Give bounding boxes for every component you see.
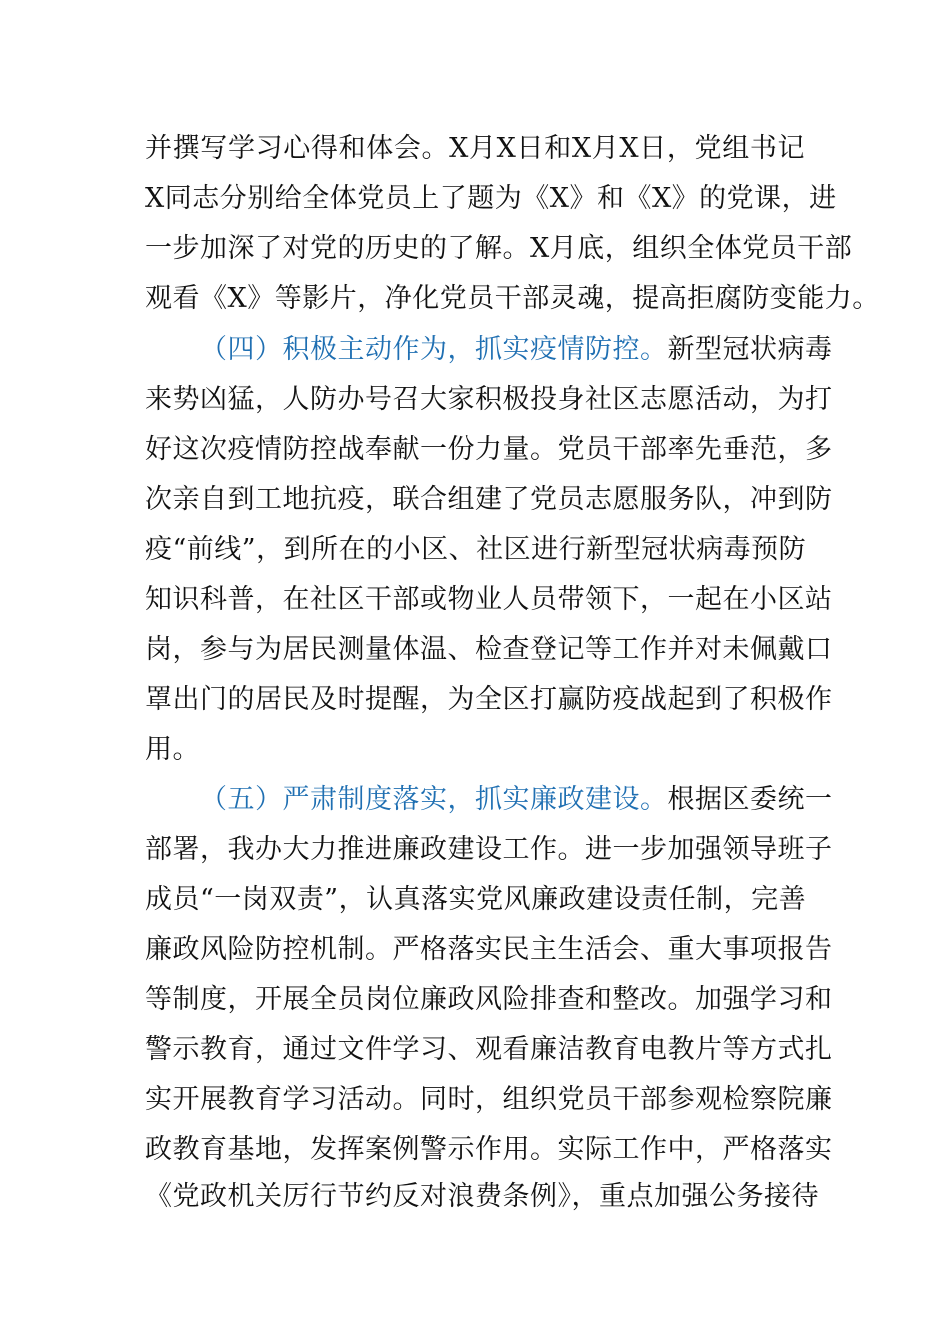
body-text-line: 实开展教育学习活动。同时，组织党员干部参观检察院廉 xyxy=(145,1084,833,1115)
body-text-fragment: 根据区委统一 xyxy=(667,784,833,815)
body-text-line: 廉政风险防控机制。严格落实民主生活会、重大事项报告 xyxy=(145,934,833,965)
body-text-line: 一步加深了对党的历史的了解。X月底，组织全体党员干部 xyxy=(145,233,853,264)
body-text-line: 次亲自到工地抗疫，联合组建了党员志愿服务队，冲到防 xyxy=(145,484,833,515)
section-five-first-line xyxy=(200,775,833,825)
body-text-line: 用。 xyxy=(145,734,200,765)
body-text-line: 成员“一岗双责”，认真落实党风廉政建设责任制，完善 xyxy=(145,884,807,915)
body-text-line: 部署，我办大力推进廉政建设工作。进一步加强领导班子 xyxy=(145,834,833,865)
body-text-line: 并撰写学习心得和体会。X月X日和X月X日，党组书记 xyxy=(145,133,805,164)
body-text-line: 好这次疫情防控战奉献一份力量。党员干部率先垂范，多 xyxy=(145,434,833,465)
body-text-line: 知识科普，在社区干部或物业人员带领下，一起在小区站 xyxy=(145,584,833,615)
body-text-line: X同志分别给全体党员上了题为《X》和《X》的党课，进 xyxy=(145,183,837,214)
body-text-line: 疫“前线”，到所在的小区、社区进行新型冠状病毒预防 xyxy=(145,534,807,565)
body-text-line: 政教育基地，发挥案例警示作用。实际工作中，严格落实 xyxy=(145,1134,833,1165)
body-text-fragment: 新型冠状病毒 xyxy=(667,334,833,365)
body-text-line: 等制度，开展全员岗位廉政风险排查和整改。加强学习和 xyxy=(145,984,833,1015)
body-text-line: 罩出门的居民及时提醒，为全区打赢防疫战起到了积极作 xyxy=(145,684,833,715)
section-four-first-line xyxy=(200,325,833,375)
body-text-line: 《党政机关厉行节约反对浪费条例》，重点加强公务接待 xyxy=(145,1181,819,1212)
section-four-heading: （四）积极主动作为，抓实疫情防控。 xyxy=(200,334,668,365)
body-text-line: 警示教育，通过文件学习、观看廉洁教育电教片等方式扎 xyxy=(145,1034,833,1065)
body-text-line: 观看《X》等影片，净化党员干部灵魂，提高拒腐防变能力。 xyxy=(145,283,880,314)
body-text-line: 来势凶猛，人防办号召大家积极投身社区志愿活动，为打 xyxy=(145,384,833,415)
section-five-heading: （五）严肃制度落实，抓实廉政建设。 xyxy=(200,784,668,815)
body-text-line: 岗，参与为居民测量体温、检查登记等工作并对未佩戴口 xyxy=(145,634,833,665)
